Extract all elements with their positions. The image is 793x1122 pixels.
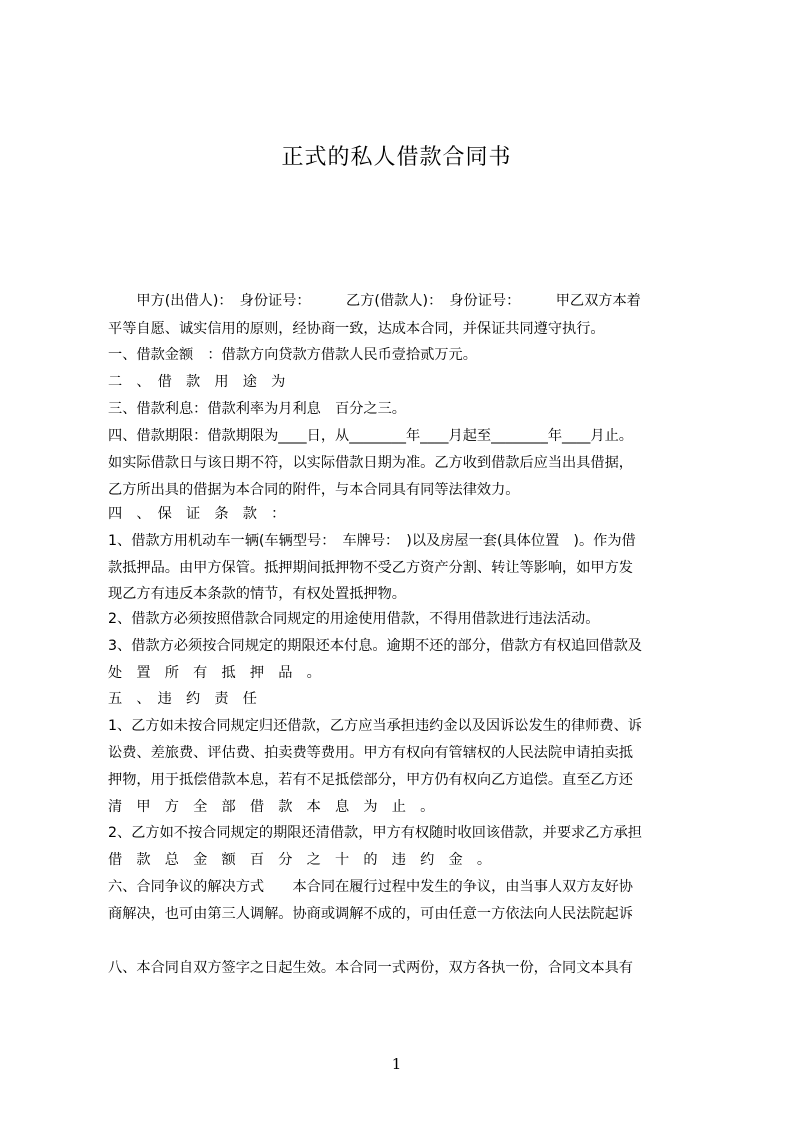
paragraph-line: 1、乙方如未按合同规定归还借款，乙方应当承担违约金以及因诉讼发生的律师费、诉 xyxy=(108,718,642,734)
paragraph-line: 平等自愿、诚实信用的原则，经协商一致，达成本合同，并保证共同遵守执行。 xyxy=(108,321,605,337)
paragraph-line: 三、借款利息：借款利率为月利息 百分之三。 xyxy=(108,401,406,417)
paragraph-line: 四、借款期限：借款期限为____日，从________年____月起至________年____月止。 xyxy=(108,428,633,444)
paragraph-line: 3、借款方必须按合同规定的期限还本付息。逾期不还的部分，借款方有权追回借款及 xyxy=(108,638,642,654)
page-number: 1 xyxy=(391,1055,402,1073)
paragraph-line: 2、借款方必须按照借款合同规定的用途使用借款，不得用借款进行违法活动。 xyxy=(108,611,600,627)
paragraph-line: 六、合同争议的解决方式 本合同在履行过程中发生的争议，由当事人双方友好协 xyxy=(108,879,633,895)
paragraph-line: 二 、 借 款 用 途 为 xyxy=(108,374,286,390)
paragraph-line: 清 甲 方 全 部 借 款 本 息 为 止 。 xyxy=(108,799,435,815)
paragraph-line: 讼费、差旅费、评估费、拍卖费等费用。甲方有权向有管辖权的人民法院申请拍卖抵 xyxy=(108,745,633,761)
paragraph-line: 五 、 违 约 责 任 xyxy=(108,691,257,707)
paragraph-line: 如实际借款日与该日期不符，以实际借款日期为准。乙方收到借款后应当出具借据， xyxy=(108,455,633,471)
paragraph-line: 商解决，也可由第三人调解。协商或调解不成的，可由任意一方依法向人民法院起诉 xyxy=(108,906,633,922)
paragraph-line: 一、借款金额 ：借款方向贷款方借款人民币壹拾贰万元。 xyxy=(108,347,477,363)
paragraph-line: 现乙方有违反本条款的情节，有权处置抵押物。 xyxy=(108,586,406,602)
paragraph-line: 八、本合同自双方签字之日起生效。本合同一式两份，双方各执一份，合同文本具有 xyxy=(108,960,633,976)
paragraph-line: 乙方所出具的借据为本合同的附件，与本合同具有同等法律效力。 xyxy=(108,482,520,498)
paragraph-line: 借 款 总 金 额 百 分 之 十 的 违 约 金 。 xyxy=(108,852,492,868)
paragraph-line: 款抵押品。由甲方保管。抵押期间抵押物不受乙方资产分割、转让等影响，如甲方发 xyxy=(108,560,633,576)
paragraph-line: 2、乙方如不按合同规定的期限还清借款，甲方有权随时收回该借款，并要求乙方承担 xyxy=(108,825,642,841)
document-title: 正式的私人借款合同书 xyxy=(281,145,512,170)
paragraph-line: 押物，用于抵偿借款本息，若有不足抵偿部分，甲方仍有权向乙方追偿。直至乙方还 xyxy=(108,772,633,788)
paragraph-line: 1、借款方用机动车一辆(车辆型号： 车牌号： )以及房屋一套(具体位置 )。作为借 xyxy=(108,533,636,549)
paragraph-line: 处 置 所 有 抵 押 品 。 xyxy=(108,665,321,681)
paragraph-line: 甲方(出借人)： 身份证号： 乙方(借款人)： 身份证号： 甲乙双方本着 xyxy=(108,293,641,309)
paragraph-line: 四 、 保 证 条 款 ： xyxy=(108,506,286,522)
